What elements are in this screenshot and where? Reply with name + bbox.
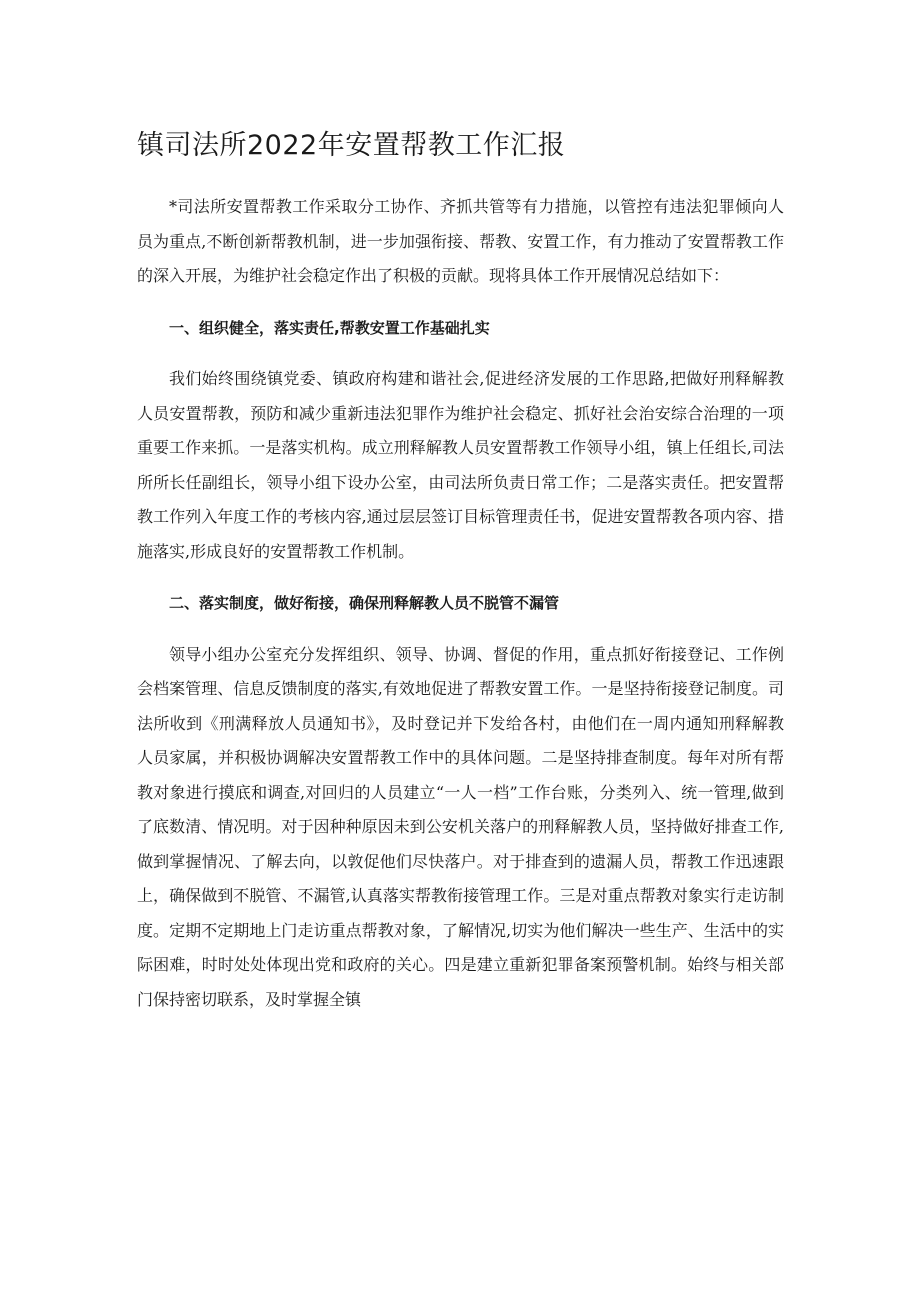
document-body — [137, 190, 784, 1034]
section-2-paragraph: 领导小组办公室充分发挥组织、领导、协调、督促的作用，重点抓好衔接登记、工作例会档案管理、信息反馈制度的落实,有效地促进了帮教安置工作。一是坚持衔接登记制度。司法所收到《刑满释放人员通知书》，及时登记并下发给各村，由他们在一周内通知刑释解教人员家属，并积极协调解决安置帮教工作中的具体问题。二是坚持排查制度。每年对所有帮教对象进行摸底和调查,对回归的人员建立“一人一档”工作台账，分类列入、统一管理,做到了底数清、情况明。对于因种种原因未到公安机关落户的刑释解教人员，坚持做好排查工作,做到掌握情况、了解去向，以敦促他们尽快落户。对于排查到的遗漏人员，帮教工作迅速跟上，确保做到不脱管、不漏管,认真落实帮教衔接管理工作。三是对重点帮教对象实行走访制度。定期不定期地上门走访重点帮教对象，了解情况,切实为他们解决一些生产、生活中的实际困难，时时处处体现出党和政府的关心。四是建立重新犯罪备案预警机制。始终与相关部门保持密切联系，及时掌握全镇 — [137, 644, 784, 1009]
section-2-heading: 二、落实制度，做好衔接，确保刑释解教人员不脱管不漏管 — [169, 594, 560, 612]
section-1-heading: 一、组织健全，落实责任,帮教安置工作基础扎实 — [169, 318, 490, 337]
section-1-paragraph: 我们始终围绕镇党委、镇政府构建和谐社会,促进经济发展的工作思路,把做好刑释解教人员安置帮教，预防和减少重新违法犯罪作为维护社会稳定、抓好社会治安综合治理的一项重要工作来抓。一是落实机构。成立刑释解教人员安置帮教工作领导小组，镇上任组长,司法所所长任副组长，领导小组下设办公室，由司法所负责日常工作；二是落实责任。把安置帮教工作列入年度工作的考核内容,通过层层签订目标管理责任书，促进安置帮教各项内容、措施落实,形成良好的安置帮教工作机制。 — [137, 369, 784, 561]
document-title: 镇司法所2022年安置帮教工作汇报 — [137, 130, 566, 161]
intro-paragraph: *司法所安置帮教工作采取分工协作、齐抓共管等有力措施，以管控有违法犯罪倾向人员为重点,不断创新帮教机制，进一步加强衔接、帮教、安置工作，有力推动了安置帮教工作的深入开展，为维护社会稳定作出了积极的贡献。现将具体工作开展情况总结如下： — [137, 197, 784, 285]
